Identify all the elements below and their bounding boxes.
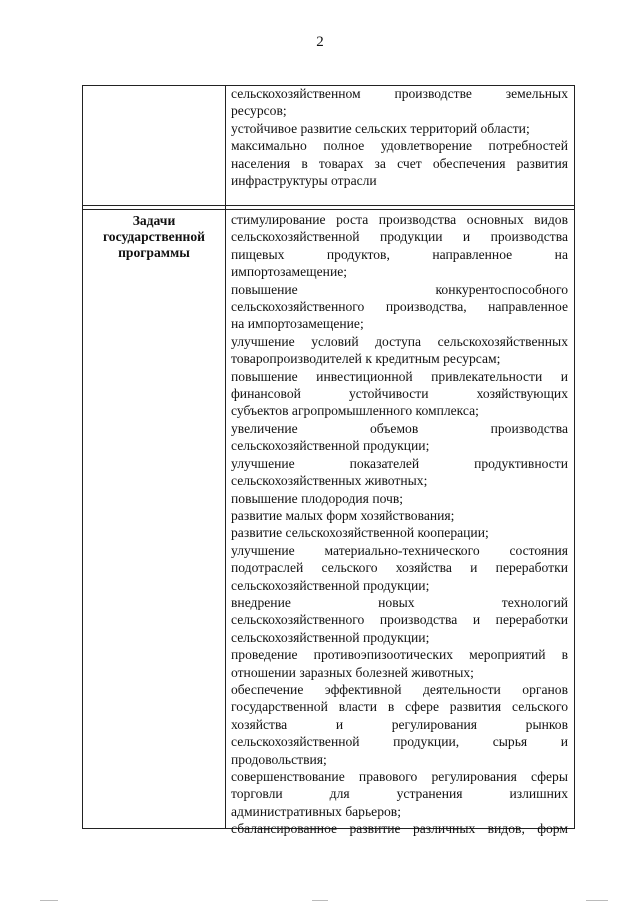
- tasks-cell: [231, 211, 568, 838]
- task-line: сельскохозяйственной продукции;: [231, 577, 430, 593]
- goal-line: инфраструктуры отрасли: [231, 173, 377, 189]
- goal-line: устойчивое развитие сельских территорий области;: [231, 120, 530, 136]
- goal-line: населения в товарах за счет обеспечения развития: [231, 155, 568, 171]
- scan-mark: [312, 900, 328, 901]
- task-line: развитие малых форм хозяйствования;: [231, 507, 455, 523]
- page-number: 2: [316, 34, 324, 50]
- task-line: финансовой устойчивости хозяйствующих: [231, 386, 568, 402]
- tasks-label-line: государственной: [102, 229, 206, 244]
- task-line: товаропроизводителей к кредитным ресурсам;: [231, 351, 501, 367]
- tasks-label-line: Задачи: [132, 213, 176, 228]
- task-line: развитие сельскохозяйственной кооперации;: [231, 525, 489, 541]
- task-line: продовольствия;: [231, 751, 327, 767]
- goal-line: максимально полное удовлетворение потребностей: [231, 138, 568, 154]
- task-line: увеличение объемов производства: [231, 420, 568, 436]
- task-line: хозяйства и регулирования рынков: [231, 716, 568, 732]
- task-line: обеспечение эффективной деятельности органов: [231, 681, 568, 697]
- task-line: сельскохозяйственного производства и переработки: [231, 612, 568, 628]
- task-line: стимулирование роста производства основных видов: [231, 212, 568, 227]
- goal-line: ресурсов;: [231, 103, 287, 119]
- task-line: сбалансированное развитие различных видов, форм: [231, 821, 568, 837]
- task-line: сельскохозяйственной продукции;: [231, 438, 430, 454]
- task-line: улучшение материально-технического состояния: [231, 542, 568, 558]
- scan-mark: [586, 900, 608, 901]
- task-line: сельскохозяйственной продукции;: [231, 629, 430, 645]
- scan-edge-marks: [0, 895, 640, 901]
- task-line: совершенствование правового регулирования сферы: [231, 769, 568, 784]
- task-line: внедрение новых технологий: [231, 594, 568, 610]
- task-line: повышение конкурентоспособного: [231, 281, 568, 297]
- row-divider: [83, 205, 574, 206]
- task-line: сельскохозяйственного производства, направленное: [231, 299, 568, 315]
- goal-line: сельскохозяйственном производстве земельных: [231, 86, 568, 101]
- tasks-label: [83, 213, 225, 261]
- task-line: субъектов агропромышленного комплекса;: [231, 403, 479, 419]
- row-divider-double: [83, 209, 574, 210]
- task-line: улучшение показателей продуктивности: [231, 455, 568, 471]
- program-passport-table: [82, 85, 575, 837]
- task-line: на импортозамещение;: [231, 316, 364, 332]
- scan-mark: [40, 900, 58, 901]
- task-line: торговли для устранения излишних: [231, 786, 568, 802]
- task-line: административных барьеров;: [231, 803, 402, 819]
- task-line: проведение противоэпизоотических мероприятий в: [231, 647, 568, 663]
- task-line: сельскохозяйственной продукции и производства: [231, 229, 568, 245]
- task-line: повышение плодородия почв;: [231, 490, 404, 506]
- column-divider: [225, 85, 226, 828]
- goals-cell: [231, 85, 568, 189]
- task-line: сельскохозяйственной продукции, сырья и: [231, 734, 568, 750]
- tasks-label-line: программы: [118, 245, 190, 260]
- task-line: импортозамещение;: [231, 264, 348, 280]
- task-line: отношении заразных болезней животных;: [231, 664, 474, 680]
- task-line: улучшение условий доступа сельскохозяйственных: [231, 333, 568, 349]
- task-line: подотраслей сельского хозяйства и переработки: [231, 560, 568, 576]
- task-line: повышение инвестиционной привлекательности и: [231, 368, 568, 384]
- task-line: государственной власти в сфере развития сельского: [231, 699, 568, 715]
- task-line: сельскохозяйственных животных;: [231, 473, 428, 489]
- task-line: пищевых продуктов, направленное на: [231, 246, 568, 262]
